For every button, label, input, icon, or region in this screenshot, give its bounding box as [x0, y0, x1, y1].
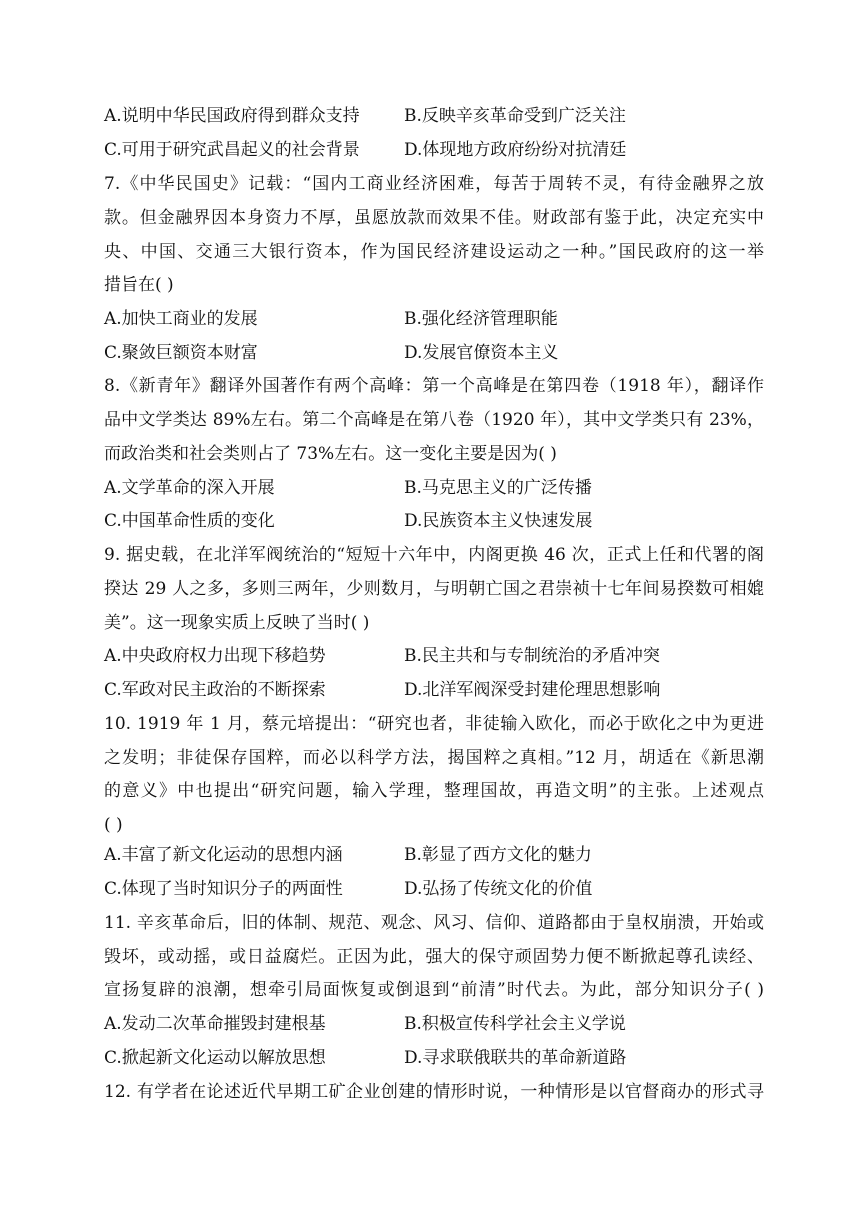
q9-option-d[interactable]: D.北洋军阀深受封建伦理思想影响 — [404, 680, 661, 700]
q10-stem-line-4: ( ) — [104, 815, 123, 835]
q10-option-a[interactable]: A.丰富了新文化运动的思想内涵 — [104, 845, 343, 865]
q8-stem-line-2: 品中文学类达 89%左右。第二个高峰是在第八卷（1920 年），其中文学类只有 23%， — [104, 410, 764, 430]
q11-stem-line-3: 宣扬复辟的浪潮，想牵引局面恢复或倒退到“前清”时代去。为此，部分知识分子( ) — [104, 980, 764, 1000]
q7-option-c[interactable]: C.聚敛巨额资本财富 — [104, 343, 258, 363]
q8-stem-line-1: 8.《新青年》翻译外国著作有两个高峰：第一个高峰是在第四卷（1918 年），翻译作 — [104, 376, 764, 396]
q7-stem-line-3: 央、中国、交通三大银行资本，作为国民经济建设运动之一种。”国民政府的这一举 — [104, 242, 764, 262]
q9-option-a[interactable]: A.中央政府权力出现下移趋势 — [104, 646, 326, 666]
q6-option-d[interactable]: D.体现地方政府纷纷对抗清廷 — [404, 140, 627, 160]
q11-stem-line-2: 毁坏，或动摇，或日益腐烂。正因为此，强大的保守顽固势力便不断掀起尊孔读经、 — [104, 947, 764, 967]
q9-option-c[interactable]: C.军政对民主政治的不断探索 — [104, 680, 326, 700]
q9-stem-line-1: 9. 据史载，在北洋军阀统治的“短短十六年中，内阁更换 46 次，正式上任和代署的阁 — [104, 545, 764, 565]
q11-option-b[interactable]: B.积极宣传科学社会主义学说 — [404, 1014, 626, 1034]
q9-stem-line-2: 揆达 29 人之多，多则三两年，少则数月，与明朝亡国之君崇祯十七年间易揆数可相媲 — [104, 579, 764, 599]
q12-stem-line-1: 12. 有学者在论述近代早期工矿企业创建的情形时说，一种情形是以官督商办的形式寻 — [104, 1082, 764, 1102]
q6-option-a[interactable]: A.说明中华民国政府得到群众支持 — [104, 106, 360, 126]
q6-option-c[interactable]: C.可用于研究武昌起义的社会背景 — [104, 140, 360, 160]
q10-option-c[interactable]: C.体现了当时知识分子的两面性 — [104, 879, 343, 899]
q10-option-b[interactable]: B.彰显了西方文化的魅力 — [404, 845, 592, 865]
q11-option-row-2 — [104, 1046, 764, 1070]
q8-option-a[interactable]: A.文学革命的深入开展 — [104, 478, 275, 498]
q11-option-a[interactable]: A.发动二次革命摧毁封建根基 — [104, 1014, 326, 1034]
q6-option-row-1 — [104, 104, 764, 128]
q6-option-row-2 — [104, 138, 764, 162]
q11-option-c[interactable]: C.掀起新文化运动以解放思想 — [104, 1048, 326, 1068]
q7-option-b[interactable]: B.强化经济管理职能 — [404, 309, 558, 329]
q8-option-b[interactable]: B.马克思主义的广泛传播 — [404, 478, 592, 498]
q7-option-d[interactable]: D.发展官僚资本主义 — [404, 343, 559, 363]
q7-option-a[interactable]: A.加快工商业的发展 — [104, 309, 258, 329]
q7-option-row-2 — [104, 341, 764, 365]
q10-stem-line-2: 之发明；非徒保存国粹，而必以科学方法，揭国粹之真相。”12 月，胡适在《新思潮 — [104, 748, 764, 768]
q11-option-row-1 — [104, 1012, 764, 1036]
q7-stem-line-4: 措旨在( ) — [104, 275, 174, 295]
q6-option-b[interactable]: B.反映辛亥革命受到广泛关注 — [404, 106, 626, 126]
q9-option-b[interactable]: B.民主共和与专制统治的矛盾冲突 — [404, 646, 660, 666]
q7-stem-line-1: 7.《中华民国史》记载：“国内工商业经济困难，每苦于周转不灵，有待金融界之放 — [104, 174, 764, 194]
q8-option-row-1 — [104, 476, 764, 500]
q10-option-row-2 — [104, 877, 764, 901]
q8-stem-line-3: 而政治类和社会类则占了 73%左右。这一变化主要是因为( ) — [104, 444, 557, 464]
q9-option-row-2 — [104, 678, 764, 702]
q9-option-row-1 — [104, 644, 764, 668]
q10-option-row-1 — [104, 843, 764, 867]
q10-option-d[interactable]: D.弘扬了传统文化的价值 — [404, 879, 593, 899]
q11-option-d[interactable]: D.寻求联俄联共的革命新道路 — [404, 1048, 627, 1068]
q11-stem-line-1: 11. 辛亥革命后，旧的体制、规范、观念、风习、信仰、道路都由于皇权崩溃，开始或 — [104, 913, 764, 933]
q8-option-c[interactable]: C.中国革命性质的变化 — [104, 511, 275, 531]
q9-stem-line-3: 美”。这一现象实质上反映了当时( ) — [104, 613, 370, 633]
q7-option-row-1 — [104, 307, 764, 331]
q10-stem-line-3: 的意义》中也提出“研究问题，输入学理，整理国故，再造文明”的主张。上述观点 — [104, 781, 764, 801]
q8-option-row-2 — [104, 509, 764, 533]
q7-stem-line-2: 款。但金融界因本身资力不厚，虽愿放款而效果不佳。财政部有鉴于此，决定充实中 — [104, 208, 764, 228]
q8-option-d[interactable]: D.民族资本主义快速发展 — [404, 511, 593, 531]
q10-stem-line-1: 10. 1919 年 1 月，蔡元培提出：“研究也者，非徒输入欧化，而必于欧化之中为更进 — [104, 714, 764, 734]
